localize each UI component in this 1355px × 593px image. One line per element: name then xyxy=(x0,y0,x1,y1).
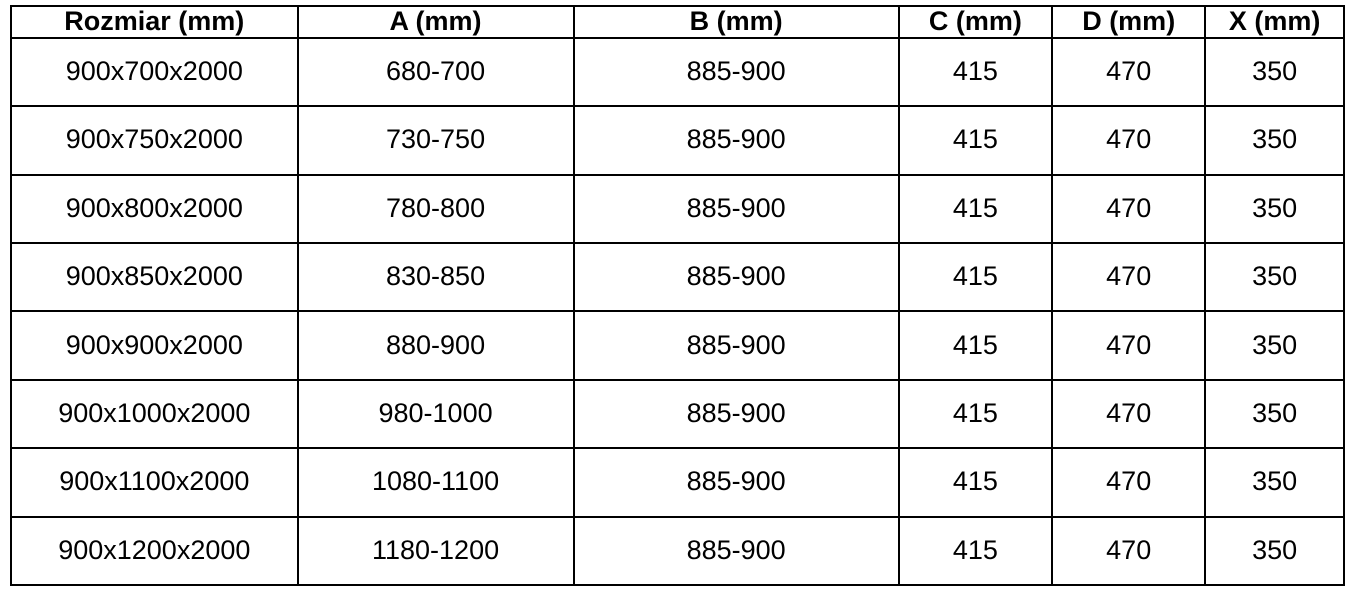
column-header: X (mm) xyxy=(1205,6,1344,38)
table-row xyxy=(11,448,1344,516)
table-cell: 900x750x2000 xyxy=(11,106,298,174)
table-cell: 350 xyxy=(1205,517,1344,585)
table-cell: 470 xyxy=(1052,106,1205,174)
table-cell: 680-700 xyxy=(298,38,574,106)
table-cell: 900x850x2000 xyxy=(11,243,298,311)
table-cell: 415 xyxy=(899,448,1052,516)
column-header: Rozmiar (mm) xyxy=(11,6,298,38)
table-row xyxy=(11,243,1344,311)
table-cell: 350 xyxy=(1205,380,1344,448)
table-cell: 470 xyxy=(1052,380,1205,448)
table-cell: 470 xyxy=(1052,175,1205,243)
column-header: C (mm) xyxy=(899,6,1052,38)
table-cell: 415 xyxy=(899,175,1052,243)
table-cell: 885-900 xyxy=(574,311,899,379)
table-cell: 350 xyxy=(1205,38,1344,106)
table-cell: 730-750 xyxy=(298,106,574,174)
column-header: A (mm) xyxy=(298,6,574,38)
table-header xyxy=(11,6,1344,38)
table-cell: 780-800 xyxy=(298,175,574,243)
table-cell: 885-900 xyxy=(574,175,899,243)
table-cell: 1180-1200 xyxy=(298,517,574,585)
table-cell: 415 xyxy=(899,38,1052,106)
table-cell: 900x900x2000 xyxy=(11,311,298,379)
table-cell: 885-900 xyxy=(574,380,899,448)
table-body xyxy=(11,38,1344,585)
table-cell: 350 xyxy=(1205,311,1344,379)
table-cell: 980-1000 xyxy=(298,380,574,448)
table-cell: 415 xyxy=(899,311,1052,379)
table-cell: 470 xyxy=(1052,38,1205,106)
table-cell: 885-900 xyxy=(574,38,899,106)
table-cell: 415 xyxy=(899,243,1052,311)
table-cell: 470 xyxy=(1052,517,1205,585)
table-cell: 350 xyxy=(1205,175,1344,243)
table-cell: 885-900 xyxy=(574,448,899,516)
table-cell: 415 xyxy=(899,517,1052,585)
column-header: B (mm) xyxy=(574,6,899,38)
column-header: D (mm) xyxy=(1052,6,1205,38)
table-row xyxy=(11,106,1344,174)
table-cell: 880-900 xyxy=(298,311,574,379)
table-row xyxy=(11,517,1344,585)
table-cell: 350 xyxy=(1205,243,1344,311)
table-cell: 470 xyxy=(1052,311,1205,379)
table-cell: 1080-1100 xyxy=(298,448,574,516)
table-cell: 350 xyxy=(1205,448,1344,516)
table-row xyxy=(11,380,1344,448)
size-spec-table-container xyxy=(10,5,1345,586)
table-cell: 470 xyxy=(1052,243,1205,311)
table-row xyxy=(11,38,1344,106)
table-cell: 885-900 xyxy=(574,517,899,585)
table-cell: 900x1000x2000 xyxy=(11,380,298,448)
table-cell: 900x800x2000 xyxy=(11,175,298,243)
table-cell: 350 xyxy=(1205,106,1344,174)
table-row xyxy=(11,175,1344,243)
size-spec-table xyxy=(10,5,1345,586)
table-cell: 830-850 xyxy=(298,243,574,311)
table-cell: 415 xyxy=(899,380,1052,448)
table-cell: 900x1200x2000 xyxy=(11,517,298,585)
table-cell: 900x1100x2000 xyxy=(11,448,298,516)
table-cell: 415 xyxy=(899,106,1052,174)
table-header-row xyxy=(11,6,1344,38)
table-cell: 885-900 xyxy=(574,243,899,311)
table-cell: 900x700x2000 xyxy=(11,38,298,106)
table-row xyxy=(11,311,1344,379)
table-cell: 885-900 xyxy=(574,106,899,174)
table-cell: 470 xyxy=(1052,448,1205,516)
